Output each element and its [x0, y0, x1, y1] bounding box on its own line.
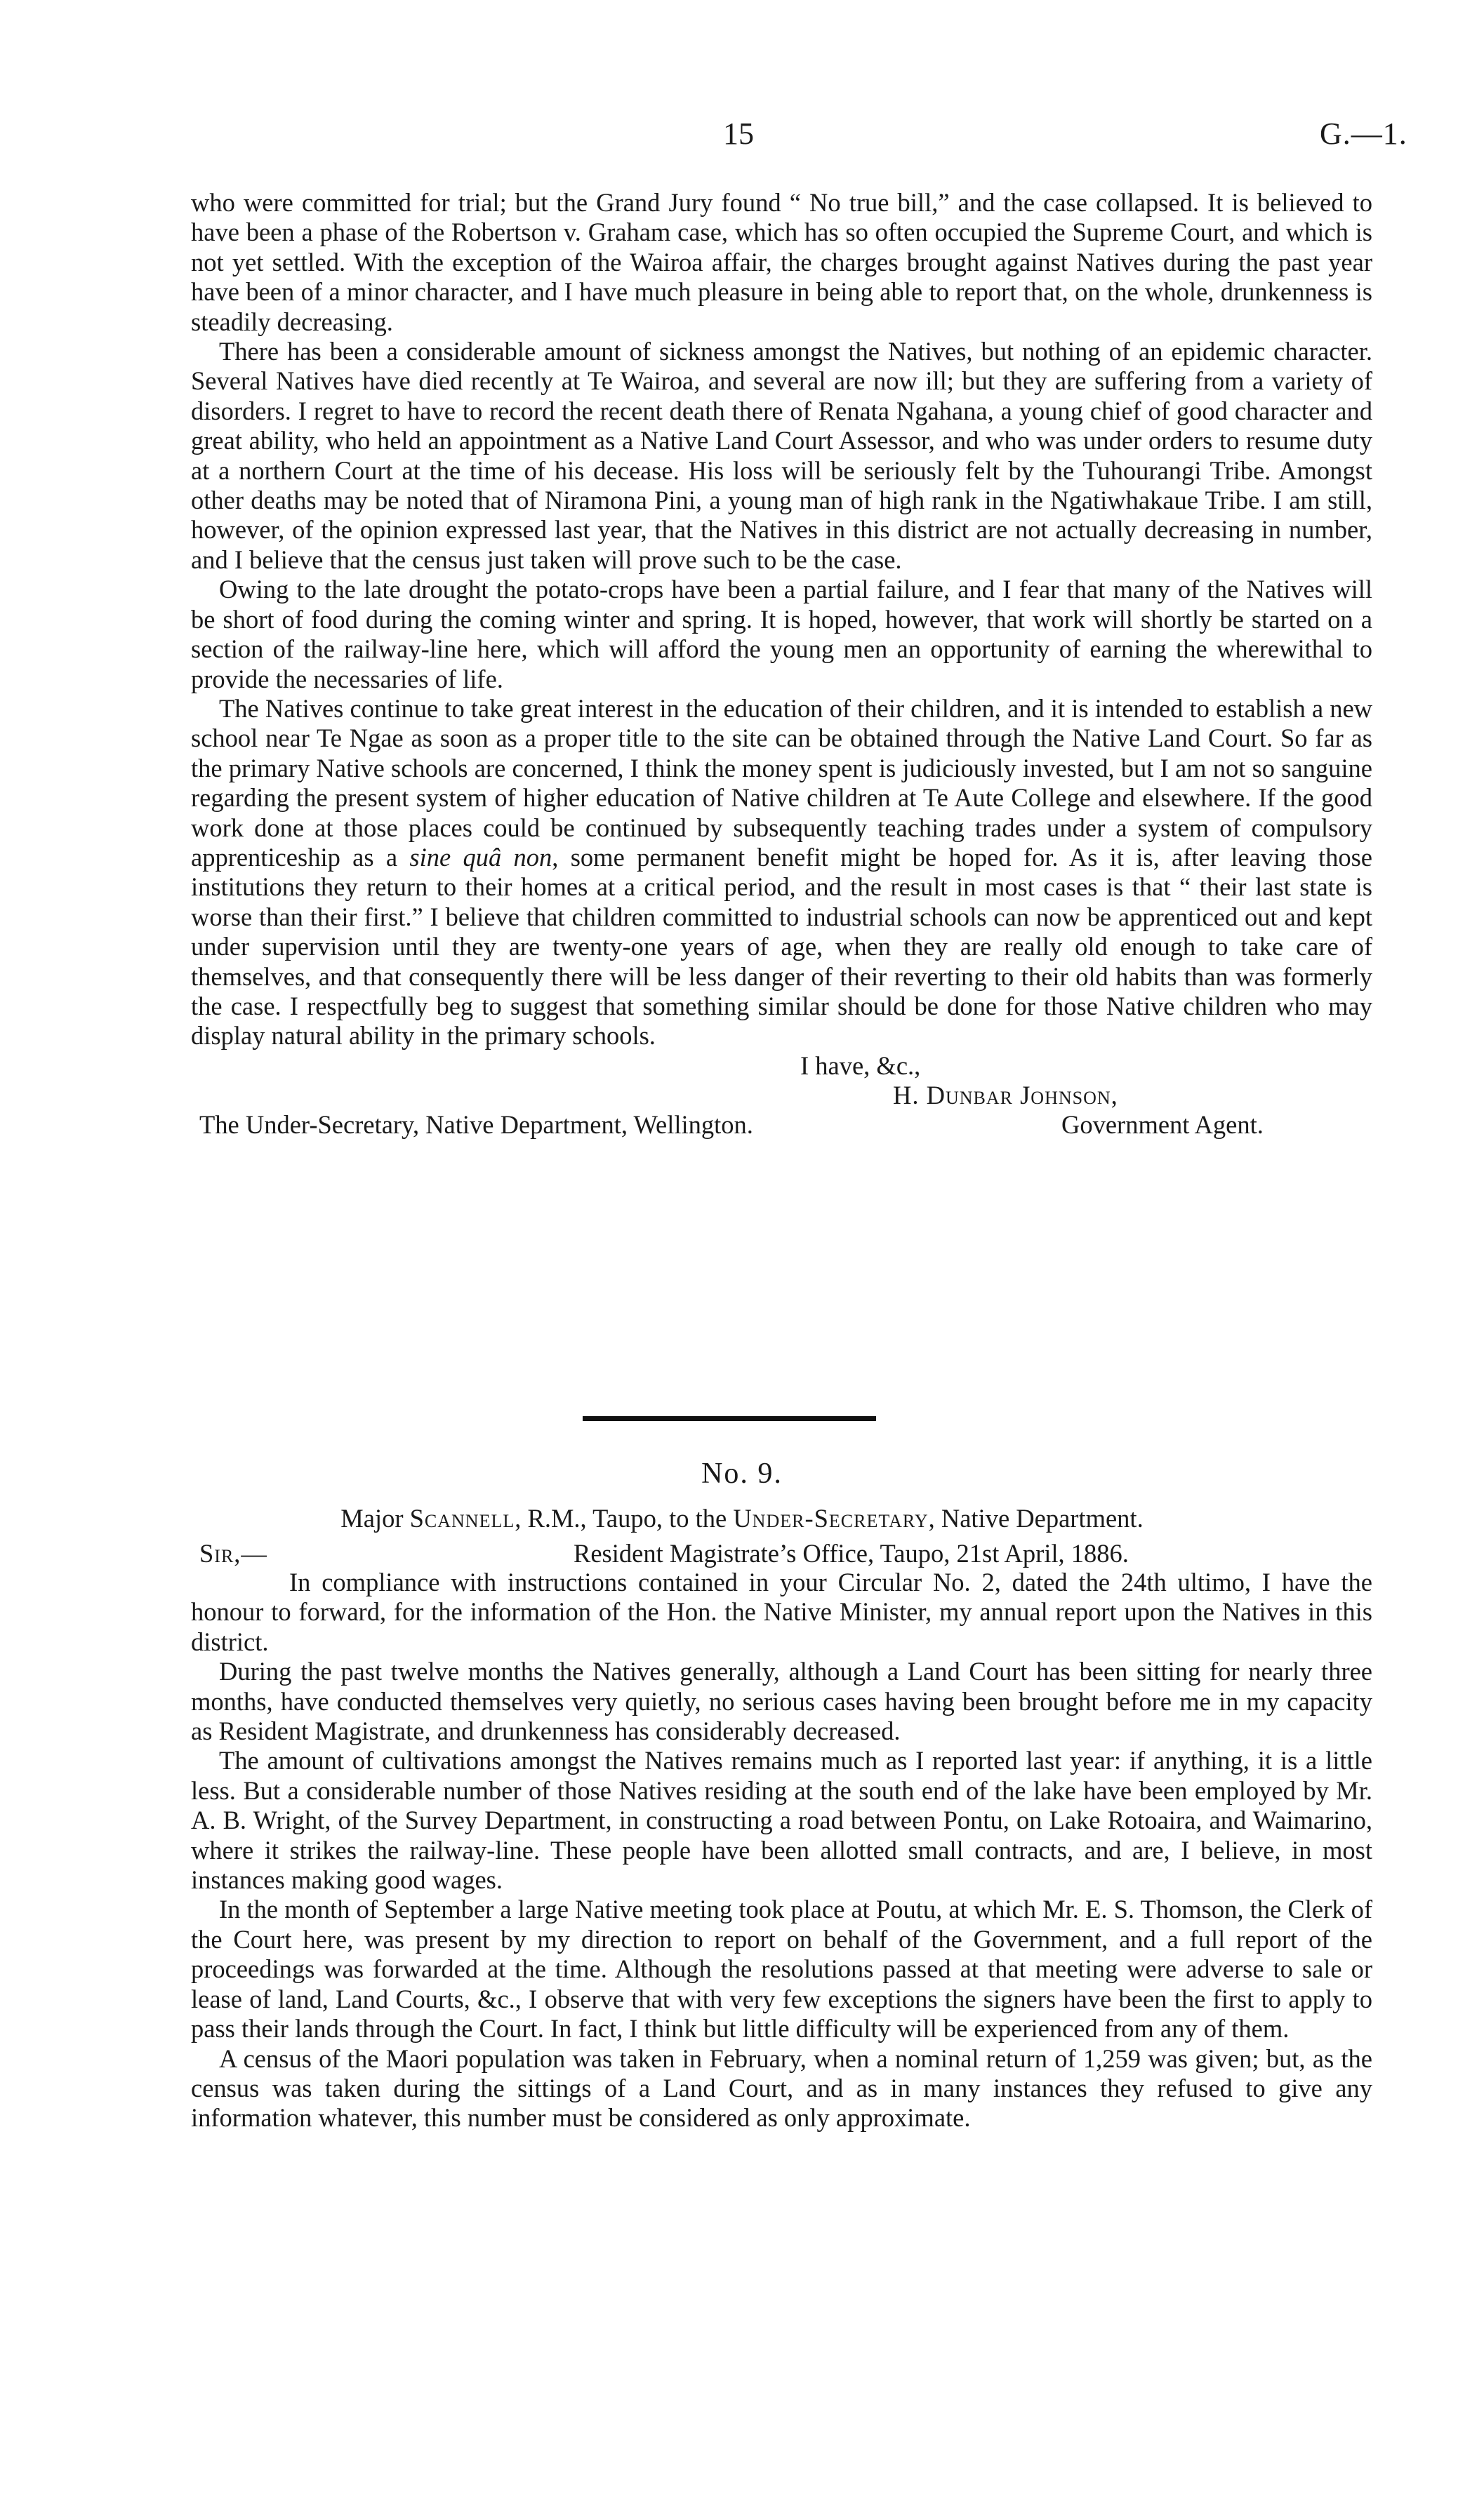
document-reference: G.—1.: [1320, 116, 1407, 151]
salutation: Sir,—: [199, 1539, 267, 1568]
section-divider: [583, 1416, 876, 1421]
paragraph-text: , some permanent benefit might be hoped for. As it is, after leaving those institutions they return to their homes at a critical period, and the result in most cases is that “ their last state is worse than their first.” I believe that children committed to industrial schools can now be apprenticed out and kept under supervision until they are twenty-one years of age, when they are really old enough to take care of themselves, and that consequently there will be less danger of their reverting to their old habits than was formerly the case. I respectfully beg to suggest that something similar should be done for those Native children who may display natural ability in the primary schools.: [191, 842, 1372, 1051]
signer-name: H. Dunbar Johnson,: [893, 1080, 1118, 1109]
heading-text: , Native Department.: [928, 1504, 1144, 1533]
paragraph: In the month of September a large Native meeting took place at Poutu, at which Mr. E. S. Thomson, the Clerk of the Court here, was present by my direction to report on behalf of the Government, and a full report of the proceedings was forwarded at the time. Although the resolutions passed at that meeting were adverse to sale or lease of land, Land Courts, &c., I observe that with very few exceptions the signers have been the first to apply to pass their lands through the Court. In fact, I think but little difficulty will be experienced from any of them.: [191, 1895, 1372, 2044]
paragraph: The amount of cultivations amongst the Natives remains much as I reported last year: if anything, it is a little less. But a considerable number of those Natives residing at the south end of the lake have been employed by Mr. A. B. Wright, of the Survey Department, in constructing a road between Pontu, on Lake Rotoaira, and Waimarino, where it strikes the railway-line. These people have been allotted small contracts, and are, I believe, in most instances making good wages.: [191, 1746, 1372, 1895]
letter-scannell-body: [191, 1568, 1372, 2133]
addressee: The Under-Secretary, Native Department, Wellington.: [199, 1109, 753, 1139]
dateline: Resident Magistrate’s Office, Taupo, 21st April, 1886.: [574, 1539, 1129, 1568]
paragraph-text: The Natives continue to take great interest in the education of their children, and it is intended to establish a new school near Te Ngae as soon as a proper title to the site can be obtained through the Native Land Court. So far as the primary Native schools are concerned, I think the money spent is judiciously invested, but I am not so sanguine regarding the present system of higher education of Native children at Te Aute College and elsewhere. If the good work done at those places could be continued by subsequently teaching trades under a system of compulsory apprenticeship as a: [191, 693, 1372, 872]
letter-johnson-body: [191, 188, 1372, 1142]
paragraph: During the past twelve months the Natives generally, although a Land Court has been sitting for nearly three months, have conducted themselves very quietly, no serious cases having been brought before me in my capacity as Resident Magistrate, and drunkenness has considerably decreased.: [191, 1657, 1372, 1746]
paragraph: who were committed for trial; but the Grand Jury found “ No true bill,” and the case collapsed. It is believed to have been a phase of the Robertson v. Graham case, which has so often occupied the Supreme Court, and which is not yet settled. With the exception of the Wairoa affair, the charges brought against Natives during the past year have been of a minor character, and I have much pleasure in being able to report that, on the whole, drunkenness is steadily decreasing.: [191, 188, 1372, 336]
heading-text: , R.M., Taupo, to the: [515, 1504, 734, 1533]
sender-name: Scannell: [409, 1504, 515, 1533]
valediction: I have, &c.,: [800, 1051, 921, 1080]
latin-phrase: sine quâ non: [409, 842, 552, 872]
page-header: [0, 116, 1484, 158]
paragraph: Owing to the late drought the potato-crops have been a partial failure, and I fear that many of the Natives will be short of food during the coming winter and spring. It is hoped, however, that work will shortly be started on a section of the railway-line here, which will afford the young men an opportunity of earning the wherewithal to provide the necessaries of life.: [191, 575, 1372, 693]
heading-text: Major: [340, 1504, 410, 1533]
paragraph: A census of the Maori population was taken in February, when a nominal return of 1,259 was given; but, as the census was taken during the sittings of a Land Court, and as in many instances they refused to give any information whatever, this number must be considered as only approximate.: [191, 2044, 1372, 2133]
document-number: No. 9.: [701, 1458, 783, 1490]
paragraph: There has been a considerable amount of sickness amongst the Natives, but nothing of an epidemic character. Several Natives have died recently at Te Wairoa, and several are now ill; but they are suffering from a variety of disorders. I regret to have to record the recent death there of Renata Ngahana, a young chief of good character and great ability, who held an appointment as a Native Land Court Assessor, and who was under orders to resume duty at a northern Court at the time of his decease. His loss will be seriously felt by the Tuhourangi Tribe. Amongst other deaths may be noted that of Niramona Pini, a young man of high rank in the Ngatiwhakaue Tribe. I am still, however, of the opinion expressed last year, that the Natives in this district are not actually decreasing in number, and I believe that the census just taken will prove such to be the case.: [191, 337, 1372, 574]
letter-heading: [0, 1503, 1484, 1533]
recipient-name: Under-Secretary: [733, 1504, 929, 1533]
salutation-row: [191, 1538, 1372, 1569]
letter-closing: [191, 1051, 1372, 1142]
paragraph: In compliance with instructions contained in your Circular No. 2, dated the 24th ultimo, I have the honour to forward, for the information of the Hon. the Native Minister, my annual report upon the Natives in this district.: [191, 1568, 1372, 1656]
signer-title: Government Agent.: [1061, 1109, 1264, 1139]
paragraph: [191, 694, 1372, 1051]
page-number: 15: [723, 116, 754, 151]
